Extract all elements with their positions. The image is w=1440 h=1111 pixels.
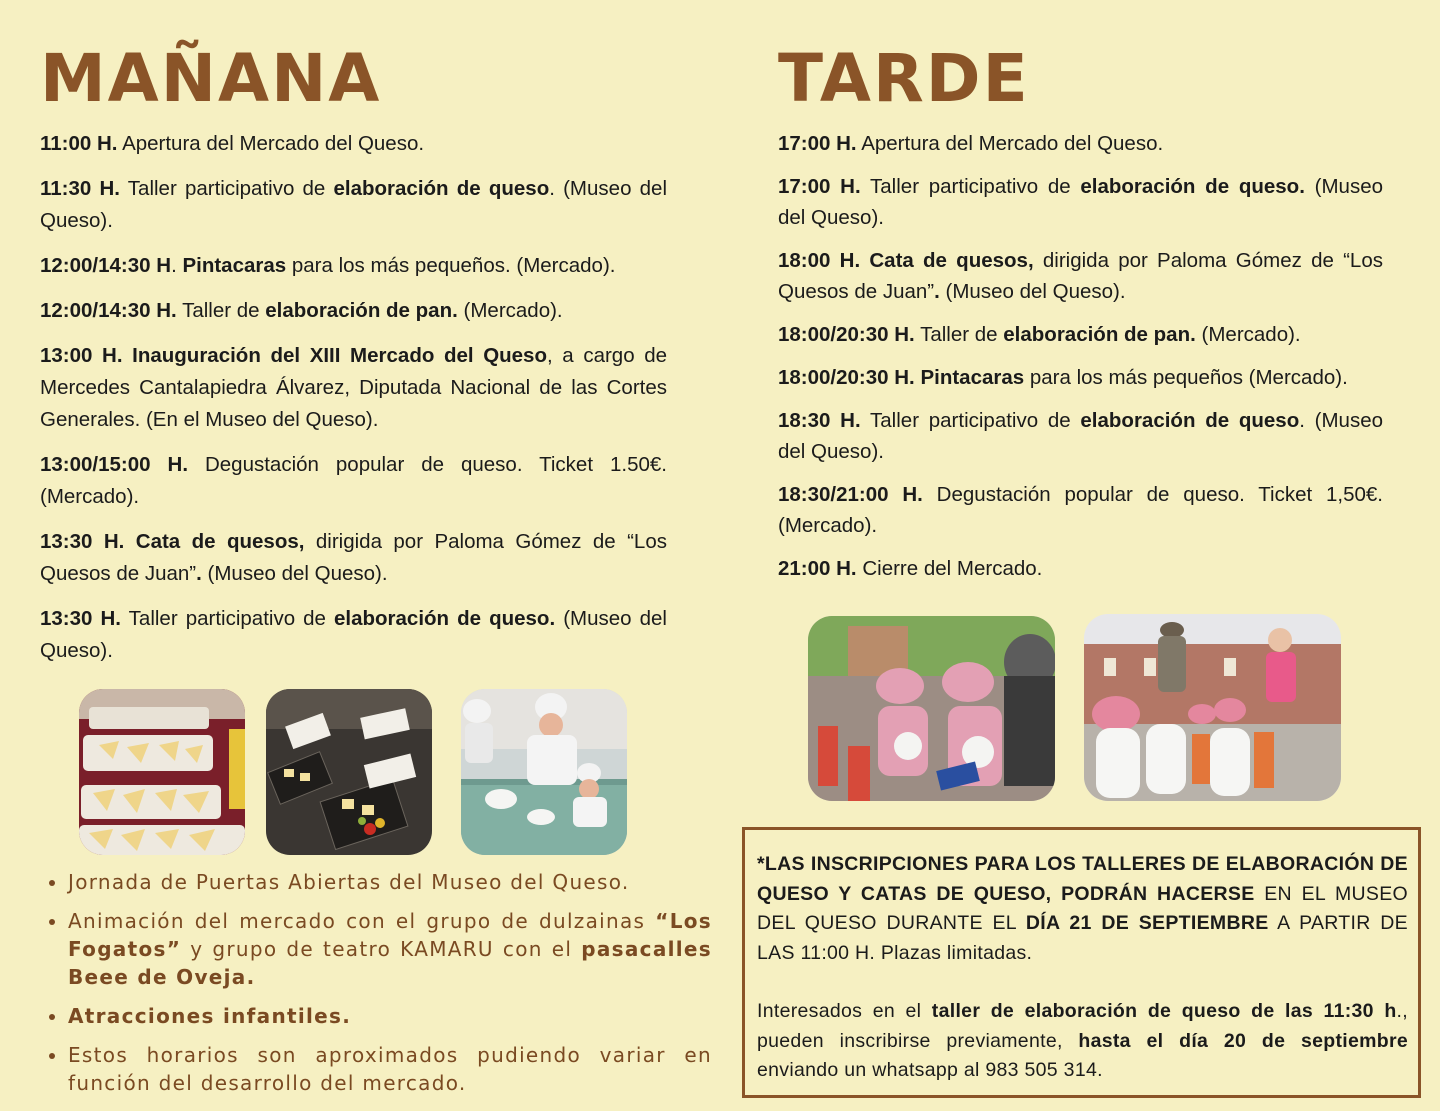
schedule-item bbox=[778, 479, 1383, 541]
schedule-item bbox=[40, 295, 667, 327]
schedule-item bbox=[40, 526, 667, 590]
event-notes-list bbox=[44, 868, 712, 1108]
text: Taller participativo de bbox=[860, 409, 1081, 432]
text: A PARTIR DE LAS 11:00 H. Plazas limitadas. bbox=[757, 912, 1408, 964]
schedule-item bbox=[40, 603, 667, 667]
schedule-item bbox=[40, 250, 667, 282]
bold-text: 13:00/15:00 H. bbox=[40, 453, 189, 476]
text: , a cargo de Mercedes Cantalapiedra Álvarez, Diputada Nacional de las Cortes Generales. (En el Museo del Queso). bbox=[40, 344, 668, 431]
note-item bbox=[68, 1002, 712, 1030]
text: (Mercado). bbox=[1195, 323, 1301, 346]
giants-parade-photo bbox=[1084, 614, 1341, 801]
text: Taller de bbox=[914, 323, 1004, 346]
bold-text: hasta el día 20 de septiembre bbox=[1078, 1029, 1408, 1052]
bold-text: elaboración de queso. bbox=[1080, 175, 1305, 198]
schedule-item bbox=[778, 245, 1383, 307]
schedule-item bbox=[778, 405, 1383, 467]
bold-text: Atracciones infantiles. bbox=[68, 1004, 352, 1028]
bold-text: 21:00 H. bbox=[778, 557, 857, 580]
bold-text: . bbox=[196, 562, 202, 585]
text: Taller de bbox=[176, 299, 266, 322]
registration-info-box bbox=[742, 827, 1421, 1098]
registration-paragraph bbox=[757, 850, 1408, 968]
bold-text: 13:30 H. bbox=[40, 607, 121, 630]
bold-text: 18:30 H. bbox=[778, 409, 861, 432]
schedule-item bbox=[778, 553, 1383, 584]
text: Taller participativo de bbox=[120, 607, 334, 630]
text: Taller participativo de bbox=[860, 175, 1081, 198]
bold-text: Pintacaras bbox=[182, 254, 287, 277]
schedule-item bbox=[40, 173, 667, 237]
cheese-tasting-plates-photo bbox=[266, 689, 432, 855]
text: (Museo del Queso). bbox=[778, 175, 1383, 229]
bold-text: 12:00/14:30 H. bbox=[40, 299, 177, 322]
text: . (Museo del Queso). bbox=[40, 177, 667, 232]
afternoon-schedule bbox=[778, 128, 1383, 596]
text: Cierre del Mercado. bbox=[856, 557, 1043, 580]
bold-text: elaboración de queso bbox=[333, 177, 550, 200]
text: Interesados en el bbox=[757, 1000, 932, 1022]
schedule-item bbox=[778, 362, 1383, 393]
text: Degustación popular de queso. Ticket 1.50€. (Mercado). bbox=[40, 453, 667, 508]
note-item bbox=[68, 1041, 712, 1097]
text: (Museo del Queso). bbox=[40, 607, 667, 662]
schedule-item bbox=[40, 449, 667, 513]
bold-text: 12:00/14:30 H bbox=[40, 254, 172, 277]
text: Apertura del Mercado del Queso. bbox=[117, 132, 425, 155]
whatsapp-registration-paragraph bbox=[757, 997, 1408, 1086]
bold-text: taller de elaboración de queso de las 11:30 h bbox=[931, 1000, 1397, 1022]
note-item bbox=[68, 907, 712, 991]
bold-text: 11:00 H. bbox=[40, 132, 118, 155]
text: EN EL MUSEO DEL QUESO DURANTE EL bbox=[757, 882, 1408, 934]
bold-text: DÍA 21 DE SEPTIEMBRE bbox=[1025, 912, 1269, 934]
bold-text: elaboración de queso. bbox=[334, 607, 556, 630]
text: (Museo del Queso). bbox=[201, 562, 388, 585]
text: Apertura del Mercado del Queso. bbox=[856, 132, 1164, 155]
cheese-trays-photo bbox=[79, 689, 245, 855]
bold-text: 11:30 H. bbox=[40, 177, 120, 200]
text: Animación del mercado con el grupo de dulzainas bbox=[68, 909, 656, 933]
text: Jornada de Puertas Abiertas del Museo del Queso. bbox=[68, 870, 630, 894]
bold-text: 18:30/21:00 H. bbox=[778, 483, 923, 506]
text: Taller participativo de bbox=[119, 177, 334, 200]
text: . (Museo del Queso). bbox=[778, 409, 1383, 463]
schedule-item bbox=[40, 128, 667, 160]
morning-title: MAÑANA bbox=[40, 40, 382, 117]
sheep-costumes-parade-photo bbox=[808, 616, 1055, 801]
bold-text: elaboración de pan. bbox=[265, 299, 458, 322]
bold-text: 13:30 H. Cata de quesos, bbox=[40, 530, 305, 553]
text: para los más pequeños. (Mercado). bbox=[286, 254, 616, 277]
schedule-item bbox=[778, 171, 1383, 233]
bold-text: elaboración de pan. bbox=[1003, 323, 1196, 346]
schedule-item bbox=[40, 340, 667, 436]
text: y grupo de teatro KAMARU con el bbox=[181, 937, 582, 961]
bold-text: *LAS INSCRIPCIONES PARA LOS TALLERES DE ELABORACIÓN DE QUESO Y CATAS DE QUESO, PODRÁN HACERSE bbox=[757, 853, 1408, 905]
schedule-item bbox=[778, 319, 1383, 350]
bold-text: elaboración de queso bbox=[1080, 409, 1300, 432]
bold-text: . bbox=[934, 280, 940, 303]
bold-text: pasacalles Beee de Oveja. bbox=[68, 937, 712, 989]
bold-text: 18:00 H. Cata de quesos, bbox=[778, 249, 1034, 272]
bold-text: 18:00/20:30 H. Pintacaras bbox=[778, 366, 1025, 389]
bold-text: 17:00 H. bbox=[778, 132, 857, 155]
text: . bbox=[171, 254, 183, 277]
text: Estos horarios son aproximados pudiendo variar en función del desarrollo del mercado. bbox=[68, 1043, 712, 1095]
bold-text: 18:00/20:30 H. bbox=[778, 323, 915, 346]
bold-text: “Los Fogatos” bbox=[68, 909, 712, 961]
bold-text: 13:00 H. Inauguración del XIII Mercado del Queso bbox=[40, 344, 547, 367]
note-item bbox=[68, 868, 712, 896]
afternoon-title: TARDE bbox=[778, 40, 1030, 117]
text: dirigida por Paloma Gómez de “Los Quesos de Juan” bbox=[778, 249, 1383, 303]
text: para los más pequeños (Mercado). bbox=[1024, 366, 1348, 389]
schedule-item bbox=[778, 128, 1383, 159]
text: enviando un whatsapp al 983 505 314. bbox=[757, 1059, 1103, 1081]
text: (Museo del Queso). bbox=[939, 280, 1126, 303]
text: (Mercado). bbox=[457, 299, 563, 322]
text: Degustación popular de queso. Ticket 1,50€. (Mercado). bbox=[778, 483, 1383, 537]
bold-text: 17:00 H. bbox=[778, 175, 861, 198]
text: ., pueden inscribirse previamente, bbox=[757, 1000, 1408, 1052]
morning-schedule bbox=[40, 128, 667, 680]
cheese-workshop-photo bbox=[461, 689, 627, 855]
text: dirigida por Paloma Gómez de “Los Quesos de Juan” bbox=[40, 530, 667, 585]
